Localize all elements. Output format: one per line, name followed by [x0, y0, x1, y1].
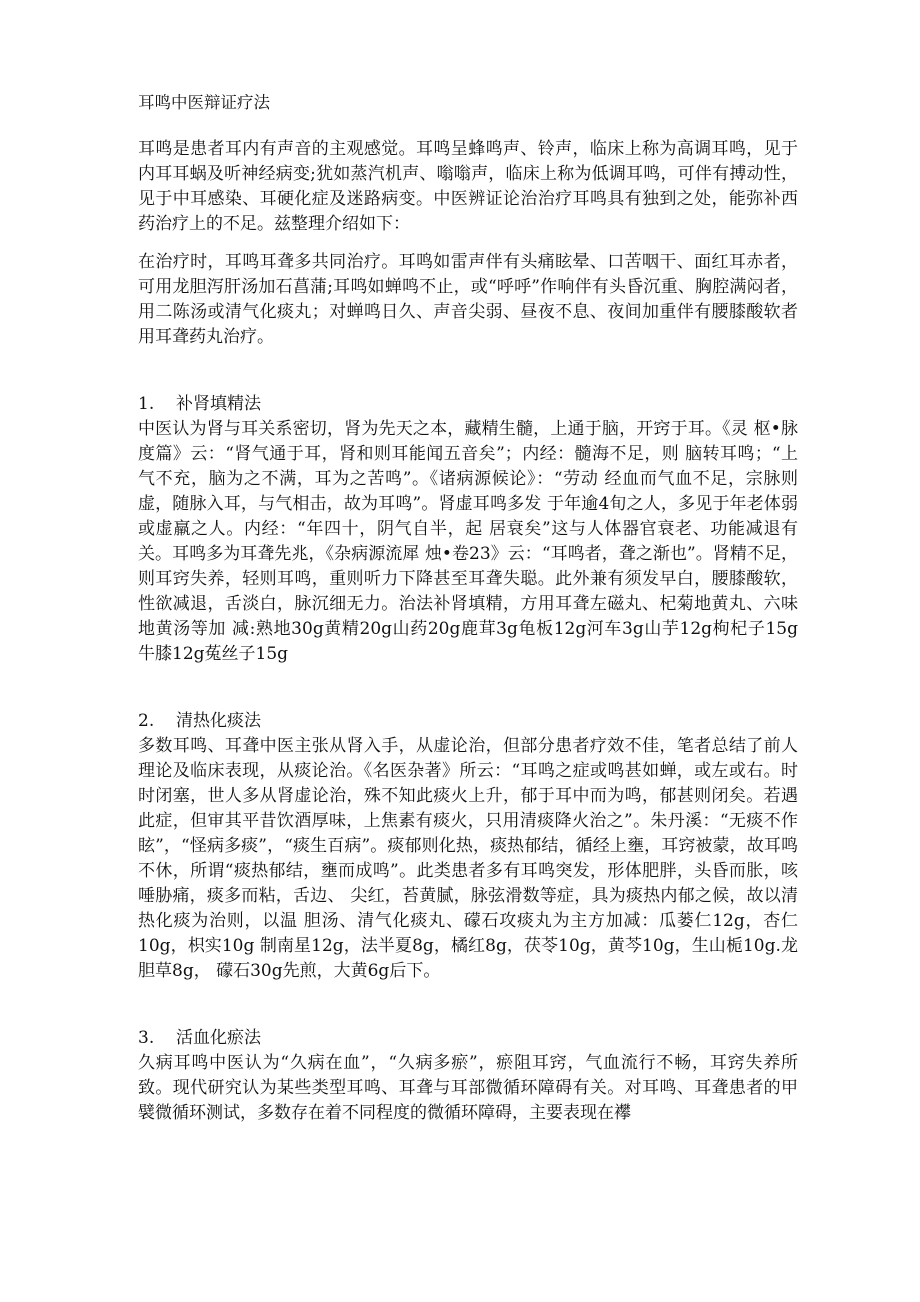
section-title: 补肾填精法: [176, 394, 261, 414]
section-heading: [138, 1026, 798, 1051]
section-body: 久病耳鸣中医认为“久病在血”，“久病多瘀”，瘀阻耳窍，气血流行不畅，耳窍失养所致。现代研究认为某些类型耳鸣、耳聋与耳部微循环障碍有关。对耳鸣、耳聋患者的甲襞微循环测试，多数存在着不同程度的微循环障碍，主要表现在襻: [138, 1053, 798, 1123]
section-heading: [138, 392, 798, 417]
intro-paragraph: 在治疗时，耳鸣耳聋多共同治疗。耳鸣如雷声伴有头痛眩晕、口苦咽干、面红耳赤者，可用龙胆泻肝汤加石菖蒲;耳鸣如蝉鸣不止，或“呼呼”作响伴有头昏沉重、胸腔满闷者，用二陈汤或清气化痰丸；对蝉鸣日久、声音尖弱、昼夜不息、夜间加重伴有腰膝酸软者用耳聋药丸治疗。: [138, 252, 798, 347]
section-kidney-essence: [138, 392, 798, 667]
section-number: 3.: [138, 1028, 155, 1048]
section-number: 2.: [138, 711, 155, 731]
section-body: 中医认为肾与耳关系密切，肾为先天之本，藏精生髓，上通于脑，开窍于耳。《灵 枢•脉度篇》云：“肾气通于耳，肾和则耳能闻五音矣”；内经：髓海不足，则 脑转耳鸣；“上气不充，脑为之不满，耳为之苦鸣”。《诸病源候论》：“劳动 经血而气血不足，宗脉则虚，随脉入耳，与气相击，故为耳鸣”。肾虚耳鸣多发 于年逾4旬之人，多见于年老体弱或虚羸之人。内经：“年四十，阴气自半，起 居衰矣”这与人体器官衰老、功能减退有关。耳鸣多为耳聋先兆，《杂病源流犀 烛•卷23》云：“耳鸣者，聋之渐也”。肾精不足，则耳窍失养，轻则耳鸣，重则听力下降甚至耳聋失聪。此外兼有须发早白，腰膝酸软，性欲减退，舌淡白，脉沉细无力。治法补肾填精，方用耳聋左磁丸、杞菊地黄丸、六味地黄汤等加 减:熟地30g黄精20g山药20g鹿茸3g龟板12g河车3g山芋12g枸杞子15g 牛膝12g菟丝子15g: [138, 419, 798, 664]
intro-paragraph: 耳鸣是患者耳内有声音的主观感觉。耳鸣呈蜂鸣声、铃声，临床上称为高调耳鸣，见于内耳耳蜗及听神经病变;犹如蒸汽机声、嗡嗡声，临床上称为低调耳鸣，可伴有搏动性，见于中耳感染、耳硬化症及迷路病变。中医辨证论治治疗耳鸣具有独到之处，能弥补西药治疗上的不足。兹整理介绍如下：: [138, 139, 798, 234]
document-page: [138, 90, 798, 1126]
section-number: 1.: [138, 394, 155, 414]
section-heading: [138, 709, 798, 734]
section-blood-stasis: [138, 1026, 798, 1126]
document-title: 耳鸣中医辩证疗法: [138, 93, 270, 112]
section-body: 多数耳鸣、耳聋中医主张从肾入手，从虚论治，但部分患者疗效不佳，笔者总结了前人理论及临床表现，从痰论治。《名医杂著》所云：“耳鸣之症或鸣甚如蝉，或左或右。时时闭塞，世人多从肾虚论治，殊不知此痰火上升，郁于耳中而为鸣，郁甚则闭矣。若遇此症，但审其平昔饮酒厚味，上焦素有痰火，只用清痰降火治之”。朱丹溪：“无痰不作眩”，“怪病多痰”，“痰生百病”。痰郁则化热，痰热郁结，循经上壅，耳窍被蒙，故耳鸣不休，所谓“痰热郁结，壅而成鸣”。此类患者多有耳鸣突发，形体肥胖，头昏而胀，咳唾胁痛，痰多而粘，舌边、 尖红，苔黄腻，脉弦滑数等症，具为痰热内郁之候，故以清热化痰为治则，以温 胆汤、清气化痰丸、礞石攻痰丸为主方加减：瓜蒌仁12g，杏仁10g，枳实10g 制南星12g，法半夏8g，橘红8g，茯苓10g，黄芩10g，生山栀10g.龙胆草8g， 礞石30g先煎，大黄6g后下。: [138, 736, 798, 981]
section-title: 清热化痰法: [176, 711, 261, 731]
section-title: 活血化瘀法: [176, 1028, 261, 1048]
section-clear-heat-phlegm: [138, 709, 798, 984]
